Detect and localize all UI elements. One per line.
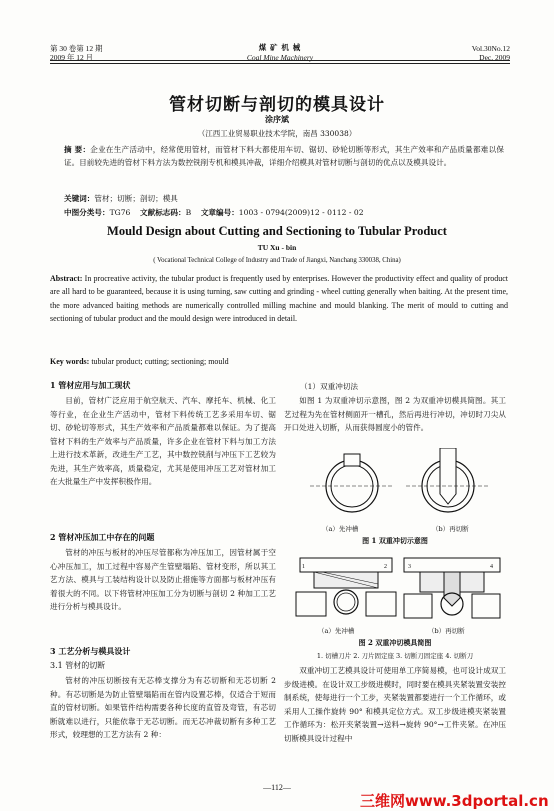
paper-title-cn: 管材切断与剖切的模具设计 (169, 95, 385, 115)
figure-2-caption: 图 2 双重冲切模具简图 (358, 638, 432, 647)
svg-text:4: 4 (490, 564, 493, 570)
classification-line (64, 207, 504, 219)
section-3-1-text: 管材的冲压切断按有无芯棒支撑分为有芯切断和无芯切断 2 种。有芯切断是为防止管壁塌陷而在管内设置芯棒，仅适合于短而直的管材切断。如果管件结构需要各种长度的直管及弯管，有芯切断就难以进行，只能依靠于无芯切断。而无芯冲裁切断有多种工艺形式，较理想的工艺方法有 2 种： (50, 676, 276, 739)
abstract-cn (64, 143, 504, 169)
header-volume-en: Vol.30No.12 (471, 44, 510, 53)
section-3-1-heading: 3.1 管材的切断 (50, 661, 106, 670)
header-date-en: Dec. 2009 (479, 53, 510, 62)
article-no-label: 文章编号： (200, 208, 239, 217)
clc-value: TG76 (109, 208, 131, 217)
keywords-en (50, 355, 508, 368)
figure-1-drawing (310, 448, 490, 520)
section-1-text: 目前，管材广泛应用于航空航天、汽车、摩托车、机械、化工等行业，在企业生产活动中，管材下料传统工艺多采用车切、锯切、砂轮切等形式，其生产效率和产品质量都难以保证。为了提高管材下料的生产效率与产品质量，许多企业在管材下料与加工方法上进行技术革新，改进生产工艺，其中数控铣削与冲压下工艺较为先进，其生产效率高，质量稳定，尤其是使用冲压工艺对管材加工在大批量生产中发挥积极作用。 (50, 396, 276, 486)
header-journal-cn: 煤 矿 机 械 (258, 43, 302, 52)
doc-code-label: 文献标志码： (140, 208, 186, 217)
keywords-cn-label: 关键词： (64, 194, 95, 203)
section-3-heading: 3 工艺分析与模具设计 (50, 646, 131, 656)
abstract-en-text: In procreative activity, the tubular product is frequently used by enterprises. However the productivity effect and quality of product are all hard to be guaranteed, because it is using turning, saw cutting and grinding - wheel cutting generally when baiting. At the present time, the more advanced baiting methods are numerically controlled milling machine and mould blanking. The merit of mould to cutting and sectioning of tubular product and the mould design were introduced in detail. (50, 274, 509, 324)
affiliation-en: ( Vocational Technical College of Industry and Trade of Jiangxi, Nanchang 330038, China) (153, 257, 401, 264)
doc-code-value: B (185, 208, 192, 217)
header-date-cn: 2009 年 12 月 (50, 53, 94, 62)
article-no-value: 1003 - 0794(2009)12 - 0112 - 02 (238, 208, 364, 217)
header-volume-cn: 第 30 卷第 12 期 (50, 44, 103, 53)
keywords-cn (64, 193, 504, 205)
keywords-cn-text: 管材；切断；剖切；模具 (94, 194, 178, 203)
header-rule (50, 60, 510, 61)
figure-1-sub-b: （b）再切断 (432, 525, 469, 533)
header-rule-thin (50, 63, 510, 64)
abstract-en (50, 272, 508, 326)
abstract-cn-text: 企业在生产活动中，经常使用管材，而管材下料大都使用车切、锯切、砂轮切断等形式，其生产效率和产品质量都难以保证。目前较先进的管材下料方法为数控铣削专机和模具冲裁，详细介绍模具对管材切断与剖切的优点以及模具设计。 (64, 145, 504, 168)
abstract-en-label: Abstract: (50, 274, 83, 283)
affiliation-cn: （江西工业贸易职业技术学院，南昌 330038） (197, 129, 357, 138)
figure-2-sub-a: （a）先冲槽 (318, 627, 355, 635)
figure-1-sub-a: （a）先冲槽 (322, 525, 359, 533)
header-journal-en: Coal Mine Machinery (246, 53, 314, 62)
watermark: 三维网www.3dportal.cn (360, 792, 549, 810)
svg-text:3: 3 (408, 564, 411, 570)
intro-text: 如图 1 为双重冲切示意图，图 2 为双重冲切模具简图。其工艺过程为先在管材侧面开一槽孔，然后再进行冲切，冲切时刀尖从开口处进入切断，从而获得圆度小的管件。 (284, 396, 506, 432)
figure-1 (310, 448, 490, 520)
paper-title-en: Mould Design about Cutting and Sectioning to Tubular Product (107, 224, 447, 238)
page-number: —112— (263, 783, 291, 792)
figure-2-drawing (292, 552, 504, 622)
keywords-en-text: tubular product; cutting; sectioning; mould (91, 357, 229, 366)
section-2-heading: 2 管材冲压加工中存在的问题 (50, 532, 155, 542)
svg-text:2: 2 (384, 564, 387, 570)
clc-label: 中图分类号： (64, 208, 110, 217)
section-2-text: 管材的冲压与板材的冲压尽管都称为冲压加工，因管材属于空心冲压加工，加工过程中容易产生管壁塌陷、管材变形，所以其工艺方法、模具与工装结构设计以及防止措施等方面都与板材冲压有着很大的不同。以下将管材冲压加工分为切断与剖切 2 种加工工艺进行分析与模具设计。 (50, 548, 276, 611)
figure-2-legend: 1. 切槽刀片 2. 刀片固定座 3. 切断刀固定座 4. 切断刀 (316, 652, 474, 660)
figure-2-sub-b: （b）再切断 (428, 627, 465, 635)
keywords-en-label: Key words: (50, 357, 90, 366)
figure-2 (292, 552, 504, 622)
figure-1-caption: 图 1 双重冲切示意图 (362, 536, 428, 545)
section-1-heading: 1 管材应用与加工现状 (50, 380, 131, 390)
svg-text:1: 1 (302, 564, 305, 570)
author-cn: 涂序斌 (265, 114, 289, 124)
right-body-text: 双重冲切工艺模具设计可使用单工序简易模，也可设计成双工步级进模。在设计双工步级进模时，同时要在模具夹紧装置安装控制系统，使每进行一个工步，夹紧装置都要进行一个工作循环，或采用人工操作旋转 90° 和模具定位方式。双工步级进模夹紧装置工作循环为：松开夹紧装置→送料→旋转 90°→工件夹紧。在冲压切断模具设计过程中 (284, 666, 506, 743)
abstract-cn-label: 摘 要： (64, 145, 91, 154)
subsection-heading: （1）双重冲切法 (300, 382, 358, 391)
author-en: TU Xu - bin (257, 243, 297, 252)
